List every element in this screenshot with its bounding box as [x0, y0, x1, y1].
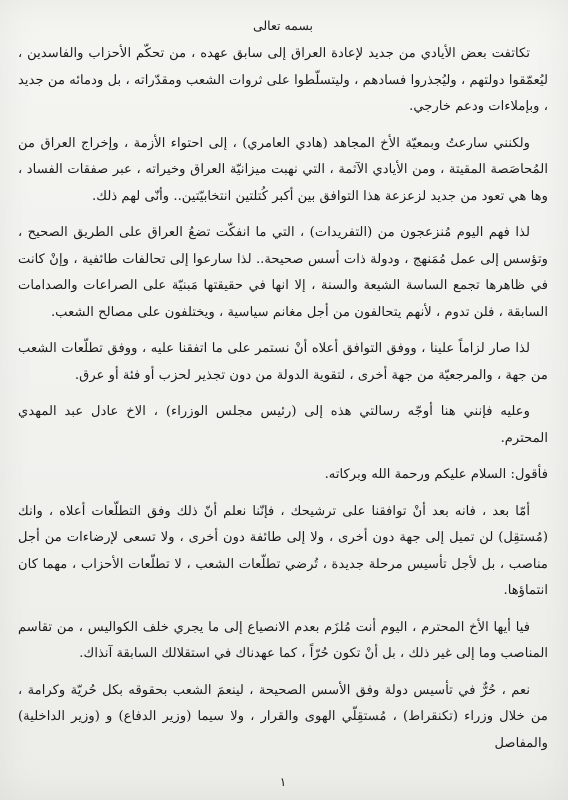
document-header: بسمه تعالى — [252, 18, 314, 33]
paragraph-2: ولكنني سارعتُ وبمعيّة الأخ المجاهد (هادي العامري) ، إلى احتواء الأزمة ، وإخراج العراق من المُحاصَصة المقيتة ، ومن الأيادي الآثمة ، التي نهبت ميزانيّة العراق وخيراته ، عبر صفقات الفساد ، وها هي تعود من جديد لزعزعة هذا التوافق بين أكبر كُتلتين انتخابيّتين.. وأنّى لهم ذلك. — [18, 135, 548, 204]
page-number: ١ — [279, 775, 287, 789]
paragraph-3: لذا فهم اليوم مُنزعجون من (التفريدات) ، التي ما انفكّت تضعُ العراق على الطريق الصحيح ، وتؤسس إلى عمل مُمَنهج ، ودولة ذات أسس صحيحة.. لذا سارعوا إلى تحالفات طائفية ، وإنْ كانت في ظاهرها تجمع الساسة الشيعة والسنة ، إلا انها في حقيقتها مَبنيّة على الصراعات والصدامات السابقة ، فلن تدوم ، لأنهم يتحالفون من أجل مغانم سياسية ، ويختلفون على مصالح الشعب. — [18, 225, 548, 320]
paragraph-9: نعم ، حُرٌّ في تأسيس دولة وفق الأسس الصحيحة ، لينعمَ الشعب بحقوقه بكل حُريّة وكرامة ، من خلال وزراء (تكنقراط) ، مُستقِلّي الهوى والقرار ، ولا سيما (وزير الدفاع) و (وزير الداخلية) والمفاصل — [18, 682, 548, 751]
paragraph-5: وعليه فإنني هنا أوجّه رسالتي هذه إلى (رئيس مجلس الوزراء) ، الاخ عادل عبد المهدي المحترم. — [18, 404, 548, 446]
paragraph-1: تكاتفت بعض الأيادي من جديد لإعادة العراق إلى سابق عهده ، من تحكّم الأحزاب والفاسدين ، ليُعمّقوا دولتهم ، وليُجذروا فسادهم ، وليتسلّطوا على ثروات الشعب ومقدّراته ، بل ودمائه من جديد ، وبإملاءات ودعم خارجي. — [18, 46, 548, 114]
paragraph-7: أمّا بعد ، فانه بعد أنْ توافقنا على ترشيحك ، فإنّنا نعلم أنّ ذلك وفق التطلّعات أعلاه ، وانك (مُستقِل) لن تميل إلى جهة دون أخرى ، ولا إلى طائفة دون أخرى ، ولا تسعى لإرضاءات من أجل مناصب ، بل لأجل تأسيس مرحلة جديدة ، تُرضي تطلّعات الشعب ، لا تطلّعات الأحزاب ، مهما كان انتماؤها. — [18, 503, 548, 598]
letter-body — [18, 16, 548, 789]
paragraph-8: فيا أيها الأخ المحترم ، اليوم أنت مُلزَم بعدم الانصياع إلى ما يجري خلف الكواليس ، من تقاسم المناصب وما إلى غير ذلك ، بل أنْ تكون حُرّاً ، كما عهدناك في استقلالك السابقة آنذاك. — [18, 619, 548, 661]
paragraph-4: لذا صار لزاماً علينا ، ووفق التوافق أعلاه أنْ نستمر على ما اتفقنا عليه ، ووفق تطلّعات الشعب من جهة ، والمرجعيّة من جهة أخرى ، لتقوية الدولة من دون تجذير لحزب أو فئة أو عرق. — [18, 341, 548, 383]
paragraph-6: فأقول: السلام عليكم ورحمة الله وبركاته. — [324, 467, 548, 482]
